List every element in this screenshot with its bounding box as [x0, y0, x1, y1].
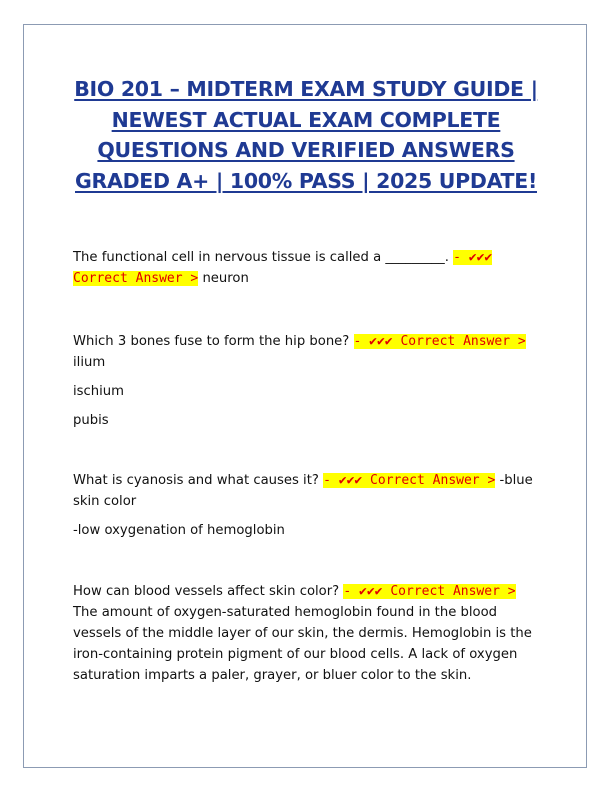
title-line-4: GRADED A+ | 100% PASS | 2025 UPDATE!	[75, 168, 537, 193]
qa-block-2	[73, 331, 543, 431]
answer-marker: - ✔✔✔ Correct Answer >	[353, 334, 526, 349]
qa-paragraph	[73, 247, 543, 289]
answer-line: pubis	[73, 413, 109, 428]
answer-line: ischium	[73, 384, 125, 399]
answer-text: ilium	[73, 355, 106, 370]
qa-paragraph	[73, 331, 543, 373]
answer-line: -low oxygenation of hemoglobin	[73, 523, 285, 538]
qa-block-3	[73, 470, 543, 541]
question-text: How can blood vessels affect skin color?	[73, 584, 340, 599]
answer-marker: - ✔✔✔ Correct Answer >	[323, 473, 496, 488]
qa-paragraph	[73, 581, 543, 686]
answer-text: -blue skin color	[73, 473, 533, 509]
title-line-1: BIO 201 – MIDTERM EXAM STUDY GUIDE |	[74, 77, 538, 101]
title-line-2: NEWEST ACTUAL EXAM COMPLETE	[111, 107, 501, 132]
answer-marker: - ✔✔✔	[453, 250, 493, 265]
question-text: The functional cell in nervous tissue is called a _________.	[73, 250, 449, 265]
question-text: What is cyanosis and what causes it?	[73, 473, 319, 488]
document-title	[40, 74, 572, 196]
question-text: Which 3 bones fuse to form the hip bone?	[73, 334, 350, 349]
answer-marker-continued: Correct Answer >	[73, 271, 199, 286]
title-line-3: QUESTIONS AND VERIFIED ANSWERS	[97, 138, 515, 162]
qa-block-1	[73, 247, 543, 289]
qa-paragraph	[73, 470, 543, 512]
qa-block-4	[73, 581, 543, 686]
answer-marker: - ✔✔✔ Correct Answer >	[343, 584, 516, 599]
answer-text: The amount of oxygen-saturated hemoglobin found in the blood vessels of the middle layer of our skin, the dermis. Hemoglobin is the iron-containing protein pigment of our blood cells. A lack of oxygen saturation imparts a paler, grayer, or bluer color to the skin.	[73, 605, 532, 683]
answer-text: neuron	[202, 271, 249, 286]
